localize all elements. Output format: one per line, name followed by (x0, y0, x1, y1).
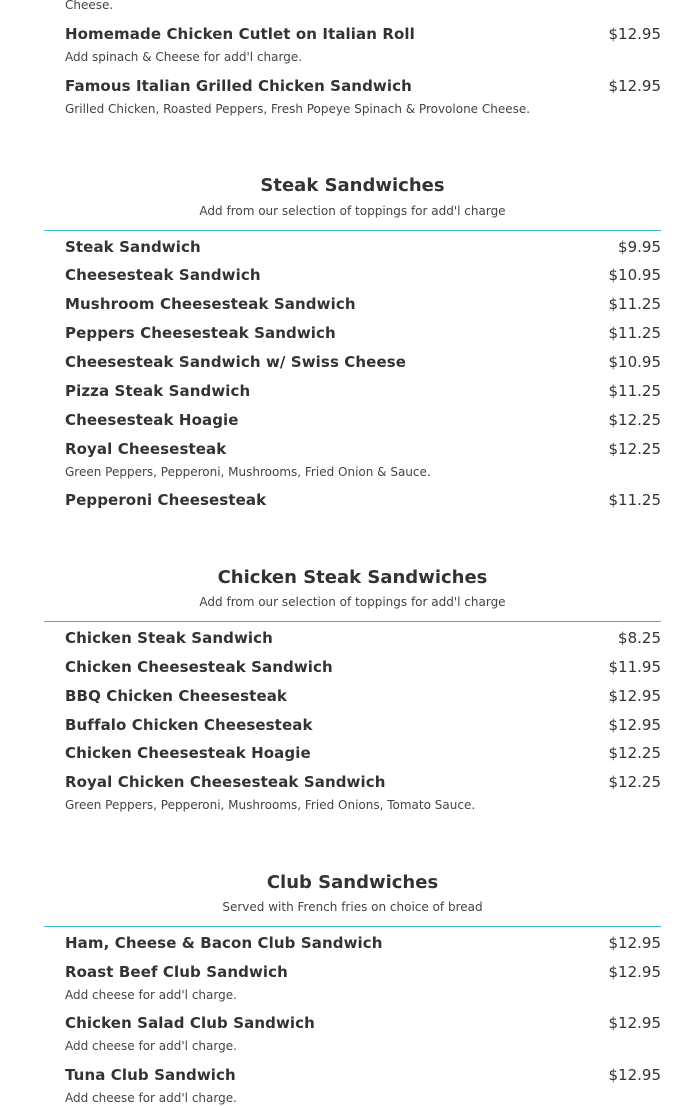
item-price: $12.25 (608, 744, 661, 762)
menu-item (65, 934, 661, 952)
item-price: $10.95 (608, 353, 661, 371)
item-name: Royal Cheesesteak (65, 440, 227, 458)
item-price: $11.25 (608, 382, 661, 400)
item-price: $12.95 (608, 1014, 661, 1032)
item-price: $12.95 (608, 963, 661, 981)
item-name: Buffalo Chicken Cheesesteak (65, 716, 313, 734)
item-name: Pizza Steak Sandwich (65, 382, 251, 400)
item-price: $11.95 (608, 658, 661, 676)
menu-item (65, 324, 661, 342)
section-subtitle-steak: Add from our selection of toppings for add'l charge (199, 204, 506, 218)
item-name: Mushroom Cheesesteak Sandwich (65, 295, 356, 313)
item-price: $11.25 (608, 324, 661, 342)
item-description: Green Peppers, Pepperoni, Mushrooms, Fried Onion & Sauce. (65, 465, 431, 479)
menu-item (65, 440, 661, 479)
menu-item (65, 687, 661, 705)
menu-item (65, 629, 661, 647)
item-price: $12.95 (608, 934, 661, 952)
item-description: Add cheese for add'l charge. (65, 988, 237, 1002)
section-title-club: Club Sandwiches (266, 872, 439, 893)
menu-item (65, 266, 661, 284)
menu-item (65, 658, 661, 676)
item-name: Roast Beef Club Sandwich (65, 963, 288, 981)
menu-item (65, 25, 661, 64)
item-price: $8.25 (618, 629, 661, 647)
item-price: $12.95 (608, 1066, 661, 1084)
menu-item (65, 411, 661, 429)
item-name: Royal Chicken Cheesesteak Sandwich (65, 773, 386, 791)
item-description: Green Peppers, Pepperoni, Mushrooms, Fried Onions, Tomato Sauce. (65, 798, 476, 812)
menu-item (65, 77, 661, 116)
item-price: $10.95 (608, 266, 661, 284)
item-description: Add cheese for add'l charge. (65, 1091, 237, 1105)
item-name: Peppers Cheesesteak Sandwich (65, 324, 336, 342)
item-price: $12.25 (608, 411, 661, 429)
item-name: Tuna Club Sandwich (65, 1066, 236, 1084)
item-name: Chicken Cheesesteak Sandwich (65, 658, 333, 676)
top-fragment-text: Cheese. (65, 0, 114, 12)
section-divider (44, 621, 661, 622)
item-name: Steak Sandwich (65, 238, 201, 256)
item-price: $12.95 (608, 77, 661, 95)
section-title-steak: Steak Sandwiches (260, 175, 445, 196)
menu-item (65, 744, 661, 762)
section-divider (44, 926, 661, 927)
menu-item (65, 238, 661, 256)
menu-item (65, 1066, 661, 1105)
menu-item (65, 382, 661, 400)
item-price: $11.25 (608, 295, 661, 313)
menu-item (65, 773, 661, 812)
item-description: Grilled Chicken, Roasted Peppers, Fresh Popeye Spinach & Provolone Cheese. (65, 102, 531, 116)
item-price: $12.95 (608, 716, 661, 734)
item-price: $12.95 (608, 25, 661, 43)
item-price: $12.25 (608, 440, 661, 458)
item-price: $11.25 (608, 491, 661, 509)
section-subtitle-chicken-steak: Add from our selection of toppings for add'l charge (199, 595, 506, 609)
item-name: Cheesesteak Sandwich (65, 266, 261, 284)
item-name: Cheesesteak Sandwich w/ Swiss Cheese (65, 353, 407, 371)
item-description: Add spinach & Cheese for add'l charge. (65, 50, 303, 64)
section-subtitle-club: Served with French fries on choice of bread (222, 900, 483, 914)
item-name: Homemade Chicken Cutlet on Italian Roll (65, 25, 415, 43)
menu-item (65, 353, 661, 371)
menu-item (65, 1014, 661, 1053)
section-divider (44, 230, 661, 231)
item-name: BBQ Chicken Cheesesteak (65, 687, 288, 705)
section-title-chicken-steak: Chicken Steak Sandwiches (217, 567, 488, 588)
menu-item (65, 963, 661, 1002)
item-price: $12.25 (608, 773, 661, 791)
menu-item (65, 716, 661, 734)
menu-item (65, 295, 661, 313)
item-name: Chicken Salad Club Sandwich (65, 1014, 315, 1032)
item-name: Chicken Cheesesteak Hoagie (65, 744, 311, 762)
item-name: Famous Italian Grilled Chicken Sandwich (65, 77, 412, 95)
item-description: Add cheese for add'l charge. (65, 1039, 237, 1053)
item-price: $12.95 (608, 687, 661, 705)
menu-item (65, 491, 661, 509)
item-name: Cheesesteak Hoagie (65, 411, 239, 429)
item-name: Pepperoni Cheesesteak (65, 491, 267, 509)
item-name: Ham, Cheese & Bacon Club Sandwich (65, 934, 383, 952)
item-price: $9.95 (618, 238, 661, 256)
item-name: Chicken Steak Sandwich (65, 629, 273, 647)
